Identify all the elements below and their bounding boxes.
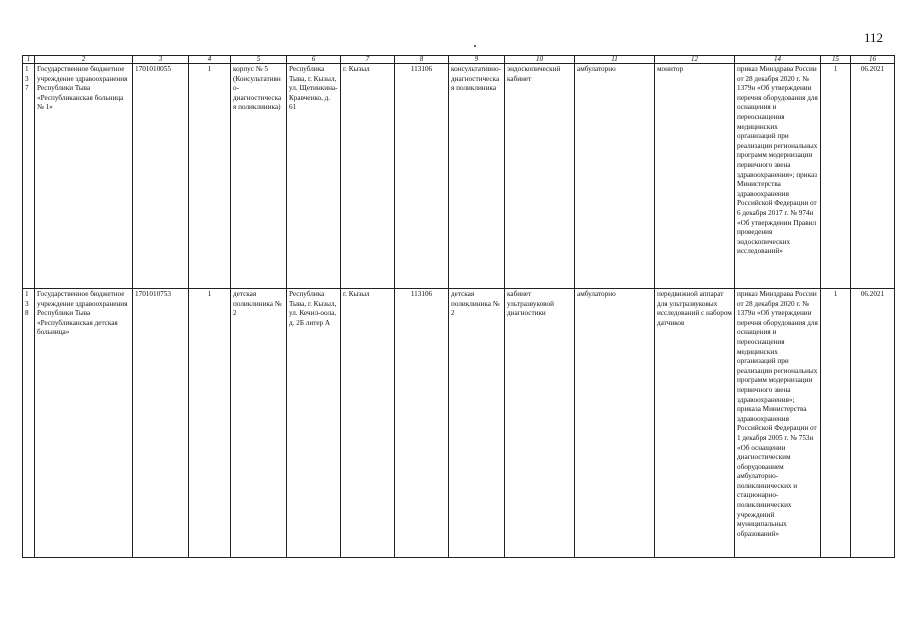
legal-basis: приказ Минздрава России от 28 декабря 2020 г. № 1379н «Об утверждении перечня оборудования для оснащения и переоснащения медицинских организаций при реализации региональных программ модернизации первичного звена здравоохранения»; приказа Министерства здравоохранения Российской Федерации от 1 декабря 2005 г. № 753н «Об оснащении диагностическим оборудованием амбулаторно-поликлинических и стационарно-поликлинических учреждений муниципальных образований» (735, 289, 821, 558)
equipment-registry-table (22, 55, 895, 558)
date: 06.2021 (851, 64, 895, 289)
care-condition: амбулаторно (575, 289, 655, 558)
quantity: 1 (821, 64, 851, 289)
institution-name: Государственное бюджетное учреждение здравоохранения Республики Тыва «Республиканская больница № 1» (35, 64, 133, 289)
building: корпус № 5 (Консультативно-диагностическая поликлиника) (231, 64, 287, 289)
cabinet: кабинет ультразвуковой диагностики (505, 289, 575, 558)
column-header: 10 (505, 56, 575, 64)
column-header: 9 (449, 56, 505, 64)
column-header: 6 (287, 56, 341, 64)
legal-basis: приказ Минздрава России от 28 декабря 2020 г. № 1379н «Об утверждении перечня оборудования для оснащения и переоснащения медицинских организаций при реализации региональных программ модернизации первичного звена здравоохранения»; приказ Министерства здравоохранения Российской Федерации от 6 декабря 2017 г. № 974н «Об утверждении Правил проведения эндоскопических исследований» (735, 64, 821, 289)
column-header: 5 (231, 56, 287, 64)
quantity: 1 (821, 289, 851, 558)
column-header: 1 (23, 56, 35, 64)
column-header: 16 (851, 56, 895, 64)
column-header: 15 (821, 56, 851, 64)
unit-count: 1 (189, 64, 231, 289)
column-header: 11 (575, 56, 655, 64)
column-header: 4 (189, 56, 231, 64)
institution-name: Государственное бюджетное учреждение здравоохранения Республики Тыва «Республиканская детская больница» (35, 289, 133, 558)
row-number: 138 (23, 289, 35, 558)
unit-count: 1 (189, 289, 231, 558)
date: 06.2021 (851, 289, 895, 558)
column-number-row (23, 56, 895, 64)
scan-speck (474, 45, 476, 47)
column-header: 7 (341, 56, 395, 64)
table-row (23, 64, 895, 289)
subdivision: детская поликлиника № 2 (449, 289, 505, 558)
column-header: 12 (655, 56, 735, 64)
equipment: передвижной аппарат для ультразвуковых исследований с набором датчиков (655, 289, 735, 558)
city: г. Кызыл (341, 289, 395, 558)
institution-code: 1701010055 (133, 64, 189, 289)
page-number: 112 (863, 30, 883, 45)
subdivision: консультативно-диагностическая поликлиника (449, 64, 505, 289)
city: г. Кызыл (341, 64, 395, 289)
table-row (23, 289, 895, 558)
column-header: 8 (395, 56, 449, 64)
address: Республика Тыва, г. Кызыл, ул. Щетинкина-Кравченко, д. 61 (287, 64, 341, 289)
cabinet: эндоскопический кабинет (505, 64, 575, 289)
care-condition: амбулаторно (575, 64, 655, 289)
code: 113106 (395, 64, 449, 289)
equipment: монитор (655, 64, 735, 289)
column-header: 3 (133, 56, 189, 64)
institution-code: 1701010753 (133, 289, 189, 558)
code: 113106 (395, 289, 449, 558)
address: Республика Тыва, г. Кызыл, ул. Кечил-оола, д. 2Б литер А (287, 289, 341, 558)
row-number: 137 (23, 64, 35, 289)
column-header: 2 (35, 56, 133, 64)
building: детская поликлиника № 2 (231, 289, 287, 558)
column-header: 14 (735, 56, 821, 64)
